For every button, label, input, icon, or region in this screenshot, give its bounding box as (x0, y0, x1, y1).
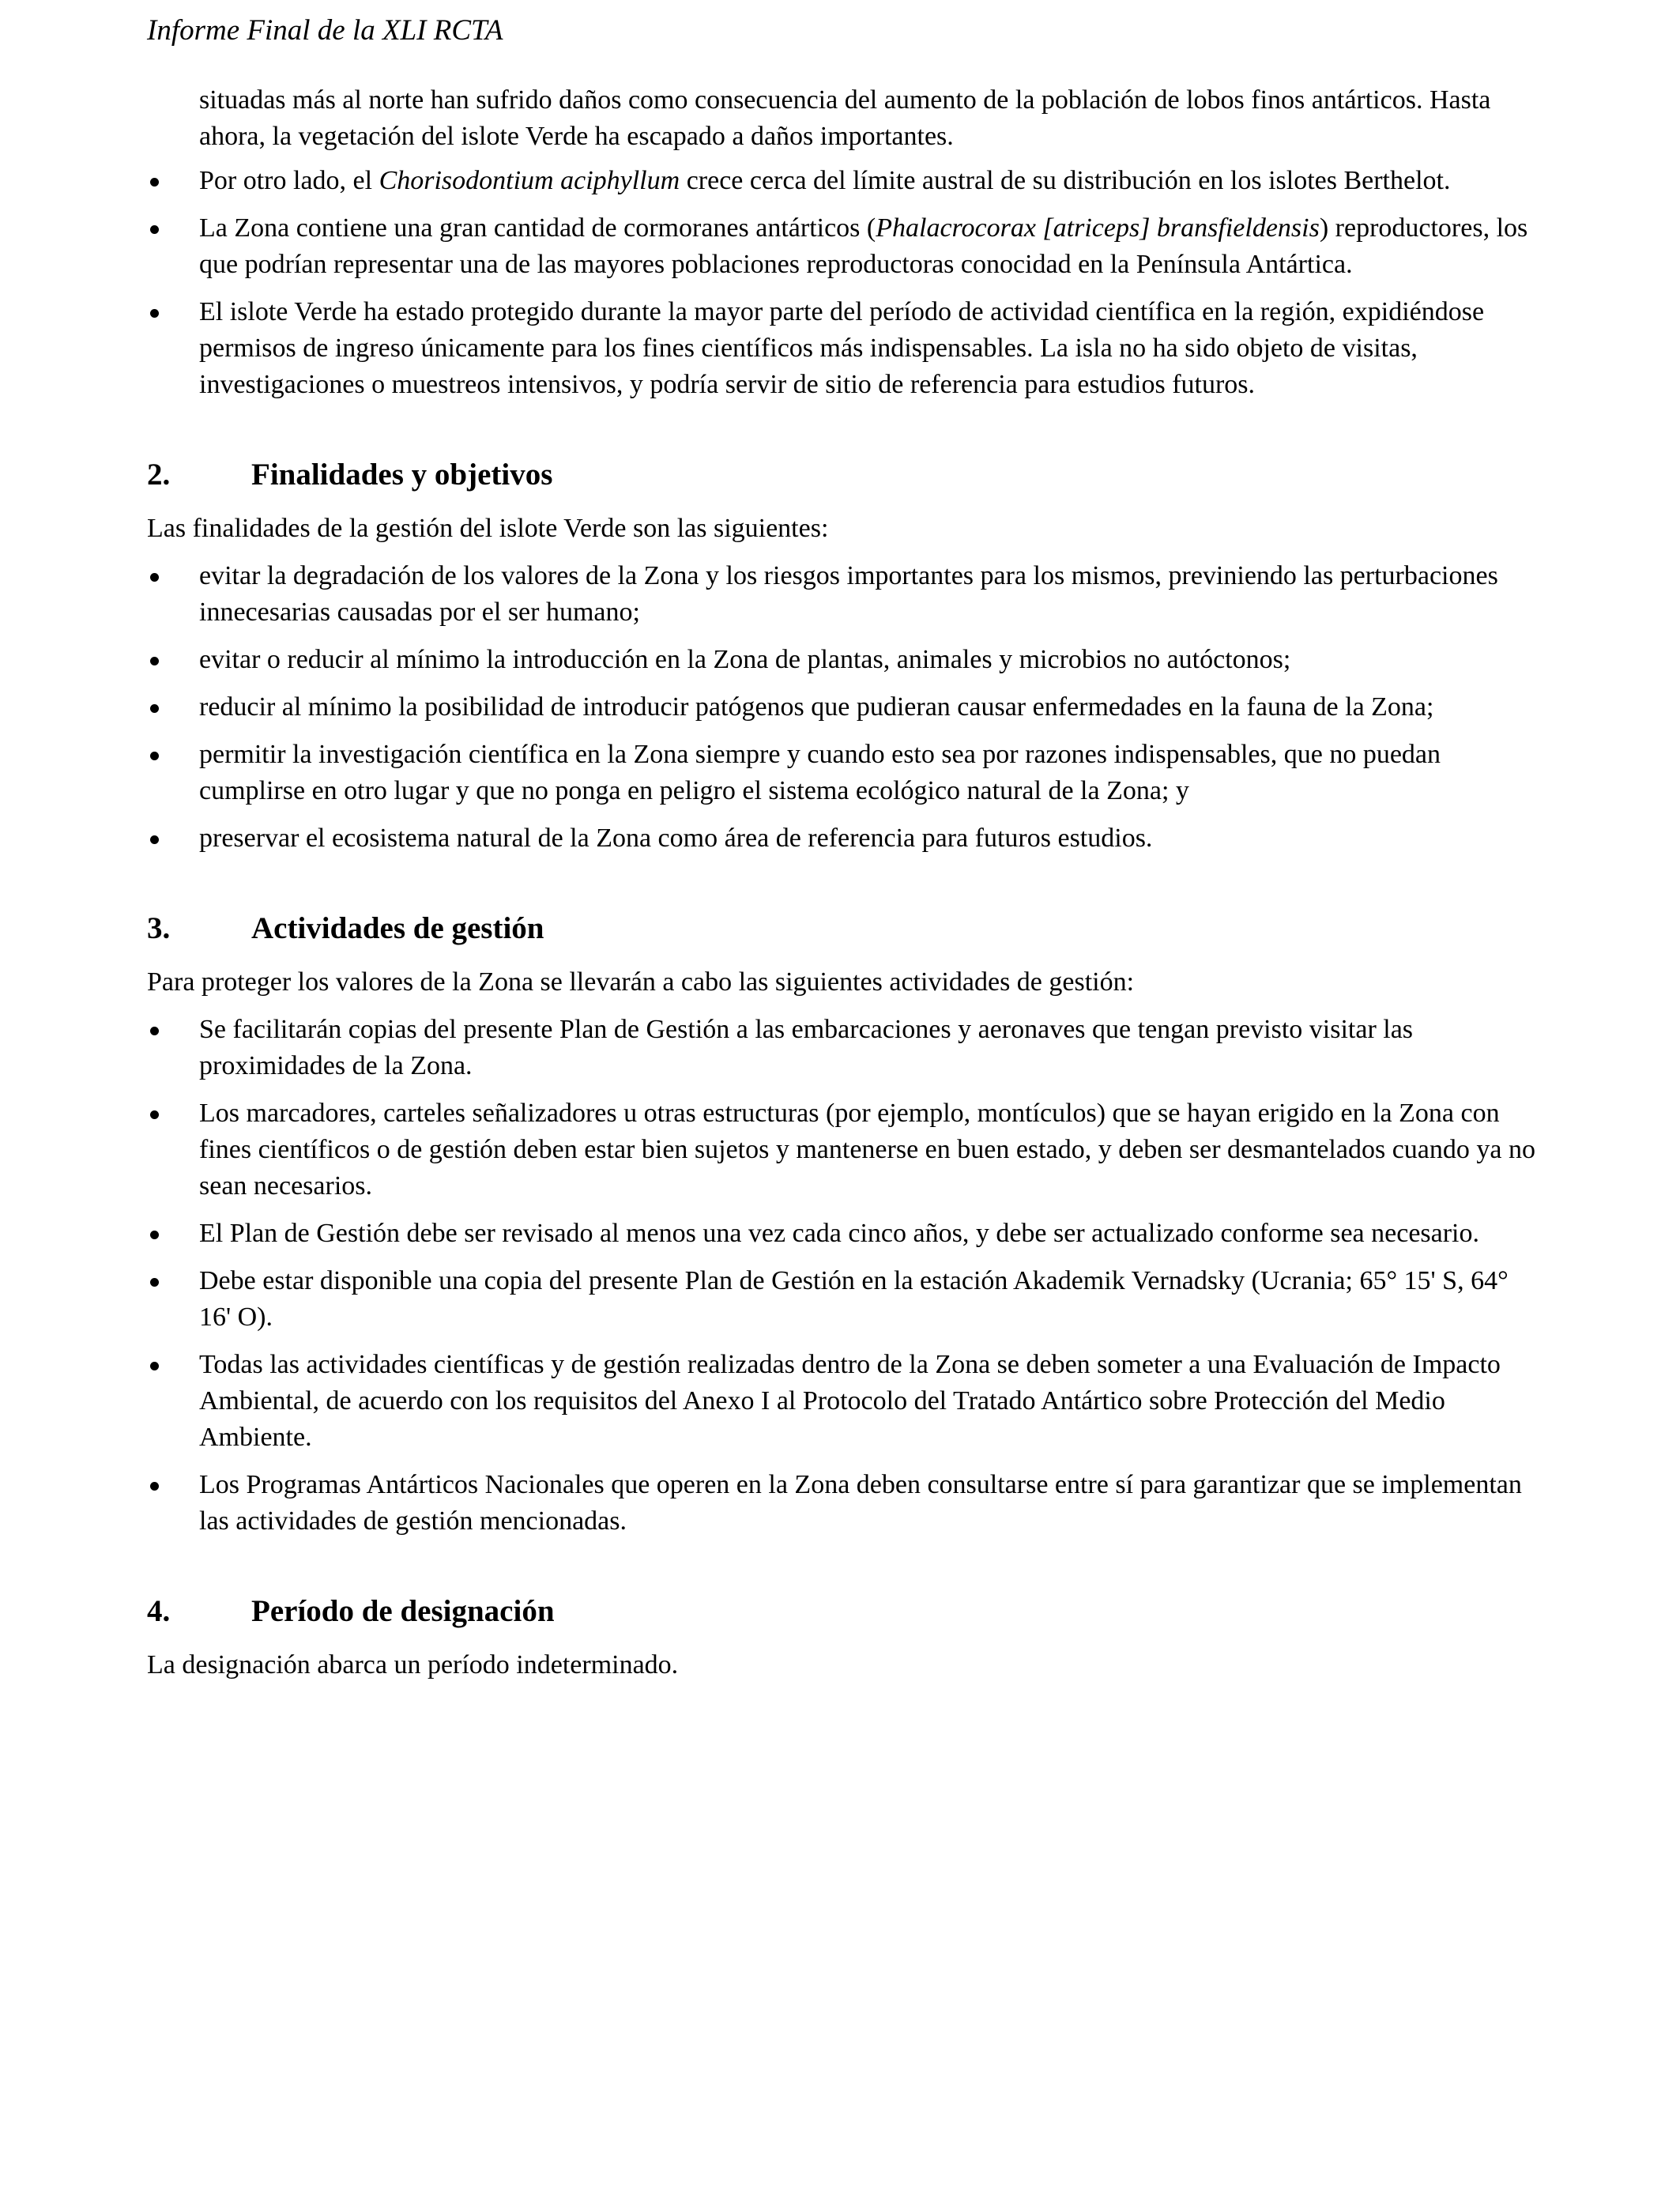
intro-bullet-list (147, 163, 1543, 403)
list-item (147, 1216, 1543, 1252)
list-item-text: permitir la investigación científica en la Zona siempre y cuando esto sea por razones indispensables, que no puedan cumplirse en otro lugar y que no ponga en peligro el sistema ecológico natural de la Zona; y (199, 740, 1441, 805)
objectives-bullet-list (147, 558, 1543, 857)
list-item (147, 1012, 1543, 1084)
list-item-text: Se facilitarán copias del presente Plan de Gestión a las embarcaciones y aeronaves que tengan previsto visitar las proximidades de la Zona. (199, 1015, 1414, 1080)
bullet-icon (150, 657, 159, 665)
list-item (147, 689, 1543, 726)
section-title: Actividades de gestión (251, 911, 544, 945)
section-number: 4. (147, 1594, 171, 1628)
species-name: Chorisodontium aciphyllum (379, 166, 680, 195)
section-heading-3 (147, 909, 1543, 948)
list-item-text: preservar el ecosistema natural de la Zona como área de referencia para futuros estudios. (199, 824, 1153, 853)
management-bullet-list (147, 1012, 1543, 1540)
document-body (147, 82, 1543, 1695)
list-item (147, 737, 1543, 809)
bullet-icon (150, 835, 159, 844)
list-item-text: evitar o reducir al mínimo la introducción en la Zona de plantas, animales y microbios no autóctonos; (199, 645, 1291, 674)
list-item-text: La Zona contiene una gran cantidad de cormoranes antárticos ( (199, 213, 876, 243)
list-item-text: Los Programas Antárticos Nacionales que operen en la Zona deben consultarse entre sí para garantizar que se implementan las actividades de gestión mencionadas. (199, 1470, 1522, 1536)
list-item (147, 558, 1543, 631)
list-item (147, 820, 1543, 857)
bullet-icon (150, 1110, 159, 1119)
section-heading-4 (147, 1592, 1543, 1631)
list-item-text: Los marcadores, carteles señalizadores u otras estructuras (por ejemplo, montículos) que se hayan erigido en la Zona con fines científicos o de gestión deben estar bien sujetos y mantenerse en buen estado, y deben ser desmantelados cuando ya no sean necesarios. (199, 1099, 1535, 1201)
section-lead-paragraph: La designación abarca un período indeterminado. (147, 1650, 679, 1679)
section-lead-paragraph: Las finalidades de la gestión del islote Verde son las siguientes: (147, 514, 829, 543)
continuation-paragraph: situadas más al norte han sufrido daños como consecuencia del aumento de la población de lobos finos antárticos. Hasta ahora, la vegetación del islote Verde ha escapado a daños importantes. (199, 85, 1491, 151)
list-item-text: Por otro lado, el (199, 166, 379, 195)
bullet-icon (150, 309, 159, 318)
bullet-icon (150, 178, 159, 187)
list-item (147, 1347, 1543, 1456)
species-name: Phalacrocorax [atriceps] bransfieldensis (876, 213, 1320, 243)
section-number: 3. (147, 911, 171, 945)
list-item-text: crece cerca del límite austral de su distribución en los islotes Berthelot. (680, 166, 1451, 195)
bullet-icon (150, 1231, 159, 1239)
section-title: Período de designación (251, 1594, 555, 1628)
list-item-text: ) reproductores, los que podrían representar una de las mayores poblaciones reproductoras conocidad en la Península Antártica. (199, 213, 1528, 279)
list-item-text: Todas las actividades científicas y de gestión realizadas dentro de la Zona se deben someter a una Evaluación de Impacto Ambiental, de acuerdo con los requisitos del Anexo I al Protocolo del Tratado Antártico sobre Protección del Medio Ambiente. (199, 1350, 1501, 1452)
list-item-text: reducir al mínimo la posibilidad de introducir patógenos que pudieran causar enfermedades en la fauna de la Zona; (199, 692, 1434, 722)
bullet-icon (150, 225, 159, 234)
bullet-icon (150, 1362, 159, 1370)
section-title: Finalidades y objetivos (251, 458, 553, 492)
bullet-icon (150, 1482, 159, 1491)
bullet-icon (150, 752, 159, 760)
bullet-icon (150, 1027, 159, 1035)
section-lead-paragraph: Para proteger los valores de la Zona se llevarán a cabo las siguientes actividades de gestión: (147, 967, 1135, 997)
bullet-icon (150, 704, 159, 713)
section-heading-2 (147, 455, 1543, 495)
list-item (147, 294, 1543, 403)
list-item (147, 1095, 1543, 1204)
list-item (147, 1263, 1543, 1336)
section-number: 2. (147, 458, 171, 492)
list-item-text: Debe estar disponible una copia del presente Plan de Gestión en la estación Akademik Vernadsky (Ucrania; 65° 15' S, 64° 16' O). (199, 1266, 1509, 1332)
list-item-text: El islote Verde ha estado protegido durante la mayor parte del período de actividad científica en la región, expidiéndose permisos de ingreso únicamente para los fines científicos más indispensables. La isla no ha sido objeto de visitas, investigaciones o muestreos intensivos, y podría servir de sitio de referencia para estudios futuros. (199, 297, 1485, 399)
bullet-icon (150, 1278, 159, 1287)
list-item-text: El Plan de Gestión debe ser revisado al menos una vez cada cinco años, y debe ser actualizado conforme sea necesario. (199, 1219, 1479, 1248)
list-item (147, 1467, 1543, 1540)
list-item (147, 642, 1543, 678)
list-item (147, 163, 1543, 199)
bullet-icon (150, 573, 159, 582)
running-header: Informe Final de la XLI RCTA (147, 14, 503, 47)
list-item (147, 210, 1543, 283)
list-item-text: evitar la degradación de los valores de la Zona y los riesgos importantes para los mismos, previniendo las perturbaciones innecesarias causadas por el ser humano; (199, 561, 1498, 627)
